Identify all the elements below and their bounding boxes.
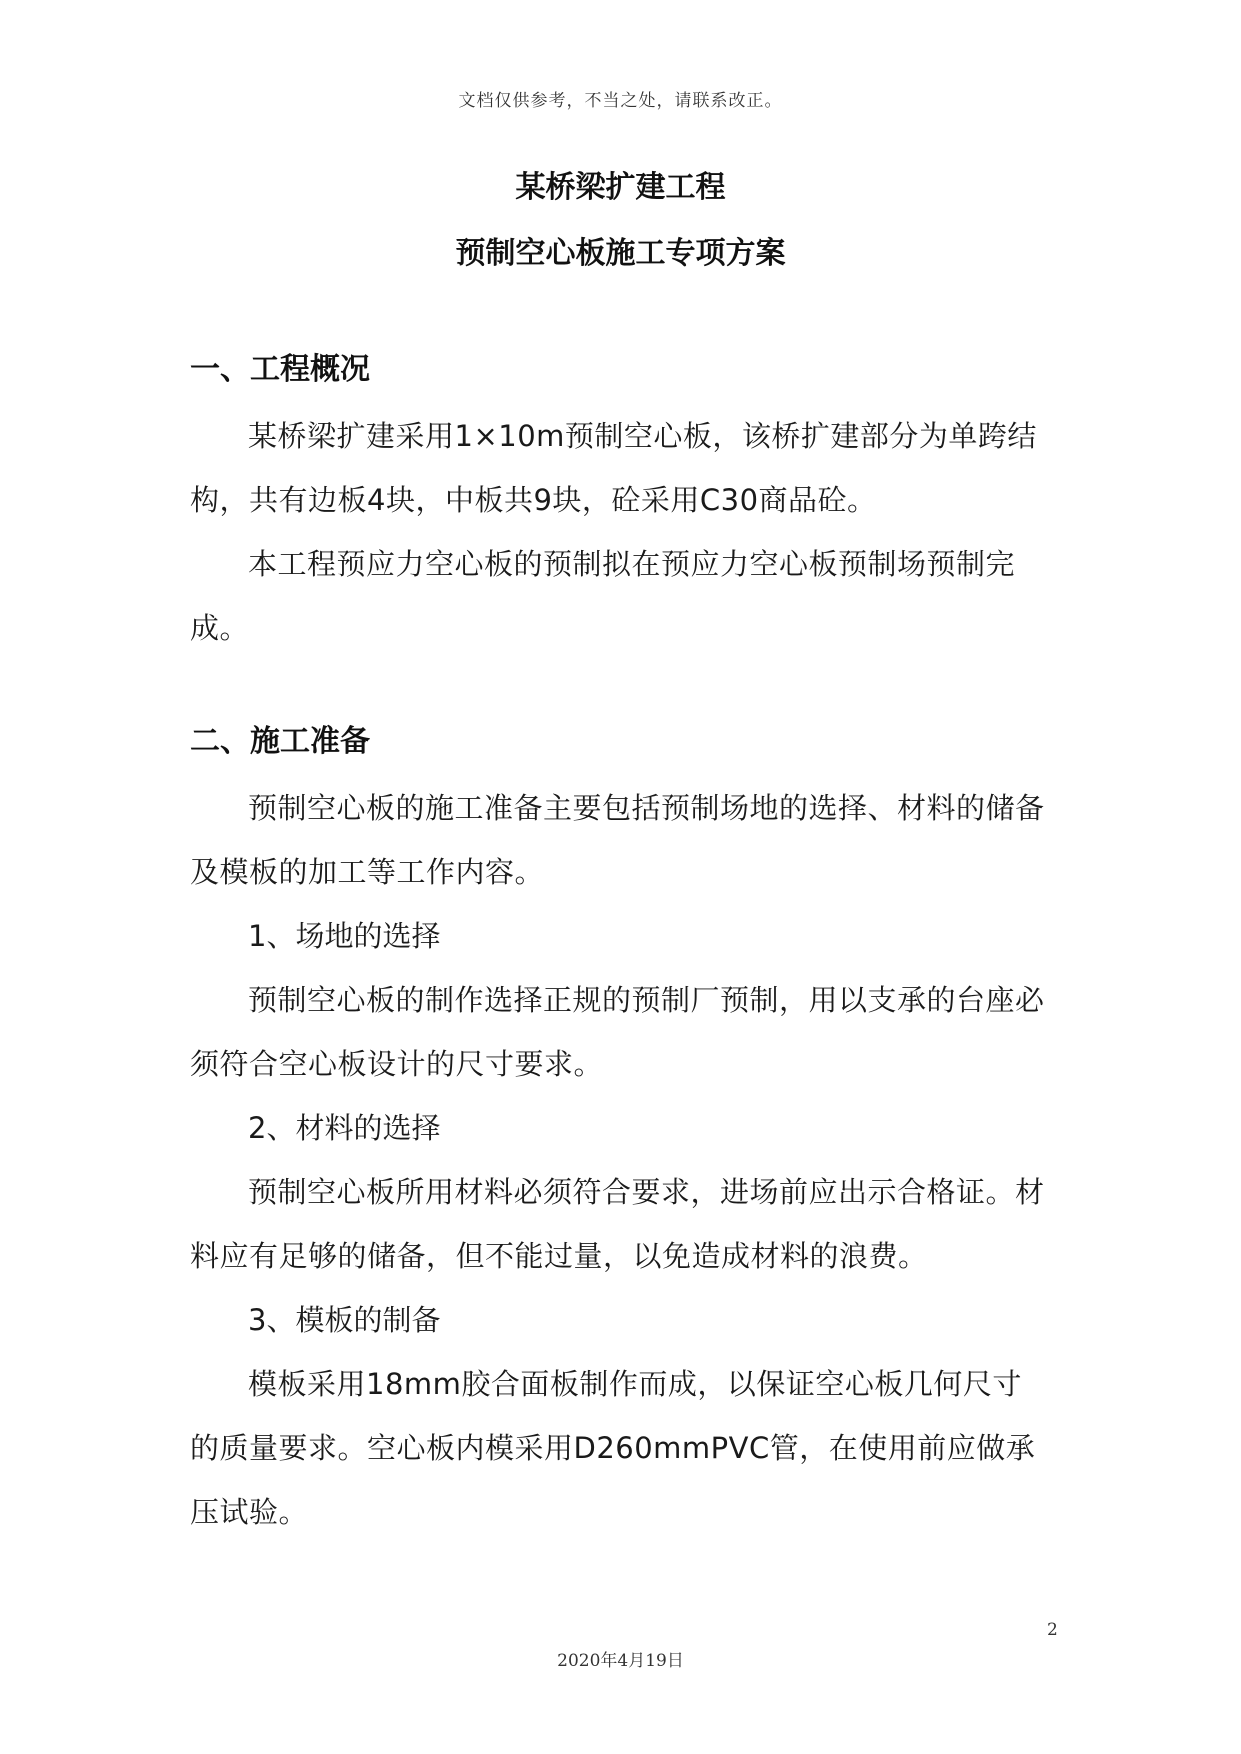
header-note: 文档仅供参考，不当之处，请联系改正。: [458, 91, 783, 111]
section-heading-preparation: 二、施工准备: [190, 724, 370, 759]
footer-date: 2020年4月19日: [557, 1651, 684, 1671]
document-body: [190, 342, 1050, 1544]
paragraph: 预制空心板的施工准备主要包括预制场地的选择、材料的储备及模板的加工等工作内容。: [190, 791, 1045, 889]
document-title: 某桥梁扩建工程: [515, 170, 726, 205]
document-subtitle: 预制空心板施工专项方案: [455, 236, 786, 271]
subheading-formwork: 3、模板的制备: [248, 1303, 441, 1337]
subheading-material-selection: 2、材料的选择: [248, 1111, 441, 1145]
paragraph: 某桥梁扩建采用1×10m预制空心板，该桥扩建部分为单跨结构，共有边板4块，中板共9块，砼采用C30商品砼。: [190, 419, 1037, 517]
page-number: 2: [1047, 1620, 1058, 1640]
paragraph: 预制空心板所用材料必须符合要求，进场前应出示合格证。材料应有足够的储备，但不能过量，以免造成材料的浪费。: [190, 1175, 1045, 1273]
section-heading-overview: 一、工程概况: [190, 352, 370, 387]
subheading-site-selection: 1、场地的选择: [248, 919, 441, 953]
paragraph: 模板采用18mm胶合面板制作而成，以保证空心板几何尺寸的质量要求。空心板内模采用D260mmPVC管，在使用前应做承压试验。: [190, 1367, 1036, 1529]
paragraph: 本工程预应力空心板的预制拟在预应力空心板预制场预制完成。: [190, 547, 1016, 645]
paragraph: 预制空心板的制作选择正规的预制厂预制，用以支承的台座必须符合空心板设计的尺寸要求。: [190, 983, 1045, 1081]
